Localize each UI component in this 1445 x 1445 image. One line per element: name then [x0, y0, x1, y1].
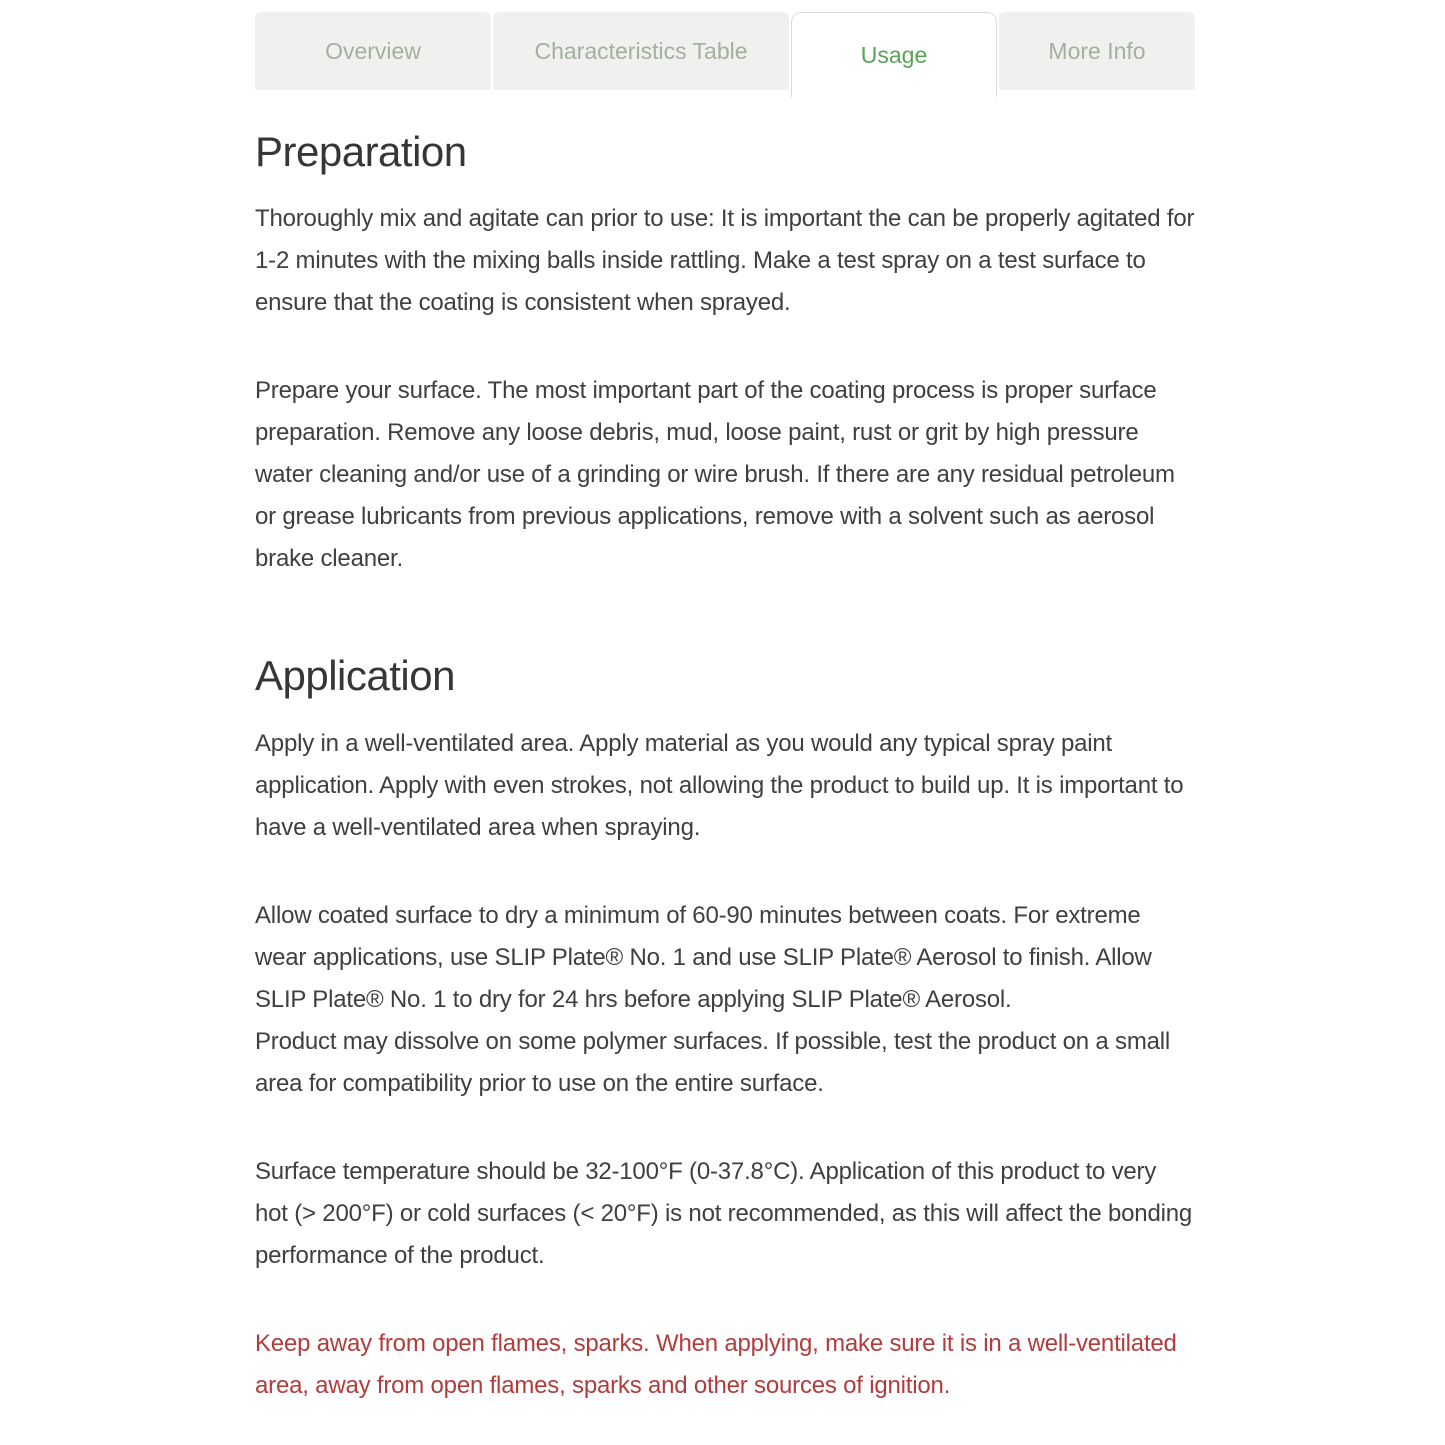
paragraph-surface-prep: Prepare your surface. The most important part of the coating process is proper surface preparation. Remove any loose debris, mud, loose paint, rust or grit by high pressure water cleaning and/or use of a grinding or wire brush. If there are any residual petroleum or grease lubricants from previous applications, remove with a solvent such as aerosol brake cleaner. [255, 377, 1175, 573]
tab-usage[interactable]: Usage [791, 12, 997, 97]
tab-bar [255, 12, 1195, 90]
tab-more-info[interactable]: More Info [999, 12, 1195, 90]
tab-overview[interactable]: Overview [255, 12, 491, 90]
paragraph-polymer: Product may dissolve on some polymer surfaces. If possible, test the product on a small area for compatibility prior to use on the entire surface. [255, 1027, 1171, 1097]
section-heading-preparation: Preparation [255, 128, 467, 175]
paragraph-mixing: Thoroughly mix and agitate can prior to use: It is important the can be properly agitated for 1-2 minutes with the mixing balls inside rattling. Make a test spray on a test surface to ensure that the coating is consistent when sprayed. [255, 205, 1195, 317]
tab-characteristics-table[interactable]: Characteristics Table [493, 12, 789, 90]
tab-panel-usage [255, 90, 1195, 1407]
paragraph-flame-warning: Keep away from open flames, sparks. When applying, make sure it is in a well-ventilated area, away from open flames, sparks and other sources of ignition. [255, 1329, 1177, 1399]
section-heading-application: Application [255, 652, 455, 700]
paragraph-temperature: Surface temperature should be 32-100°F (0-37.8°C). Application of this product to very hot (> 200°F) or cold surfaces (< 20°F) is not recommended, as this will affect the bonding performance of the product. [255, 1157, 1193, 1269]
paragraph-drying: Allow coated surface to dry a minimum of 60-90 minutes between coats. For extreme wear applications, use SLIP Plate® No. 1 and use SLIP Plate® Aerosol to finish. Allow SLIP Plate® No. 1 to dry for 24 hrs before applying SLIP Plate® Aerosol. [255, 901, 1152, 1013]
usage-tab-page [255, 0, 1195, 1407]
paragraph-apply: Apply in a well-ventilated area. Apply material as you would any typical spray paint application. Apply with even strokes, not allowing the product to build up. It is important to have a well-ventilated area when spraying. [255, 729, 1184, 841]
